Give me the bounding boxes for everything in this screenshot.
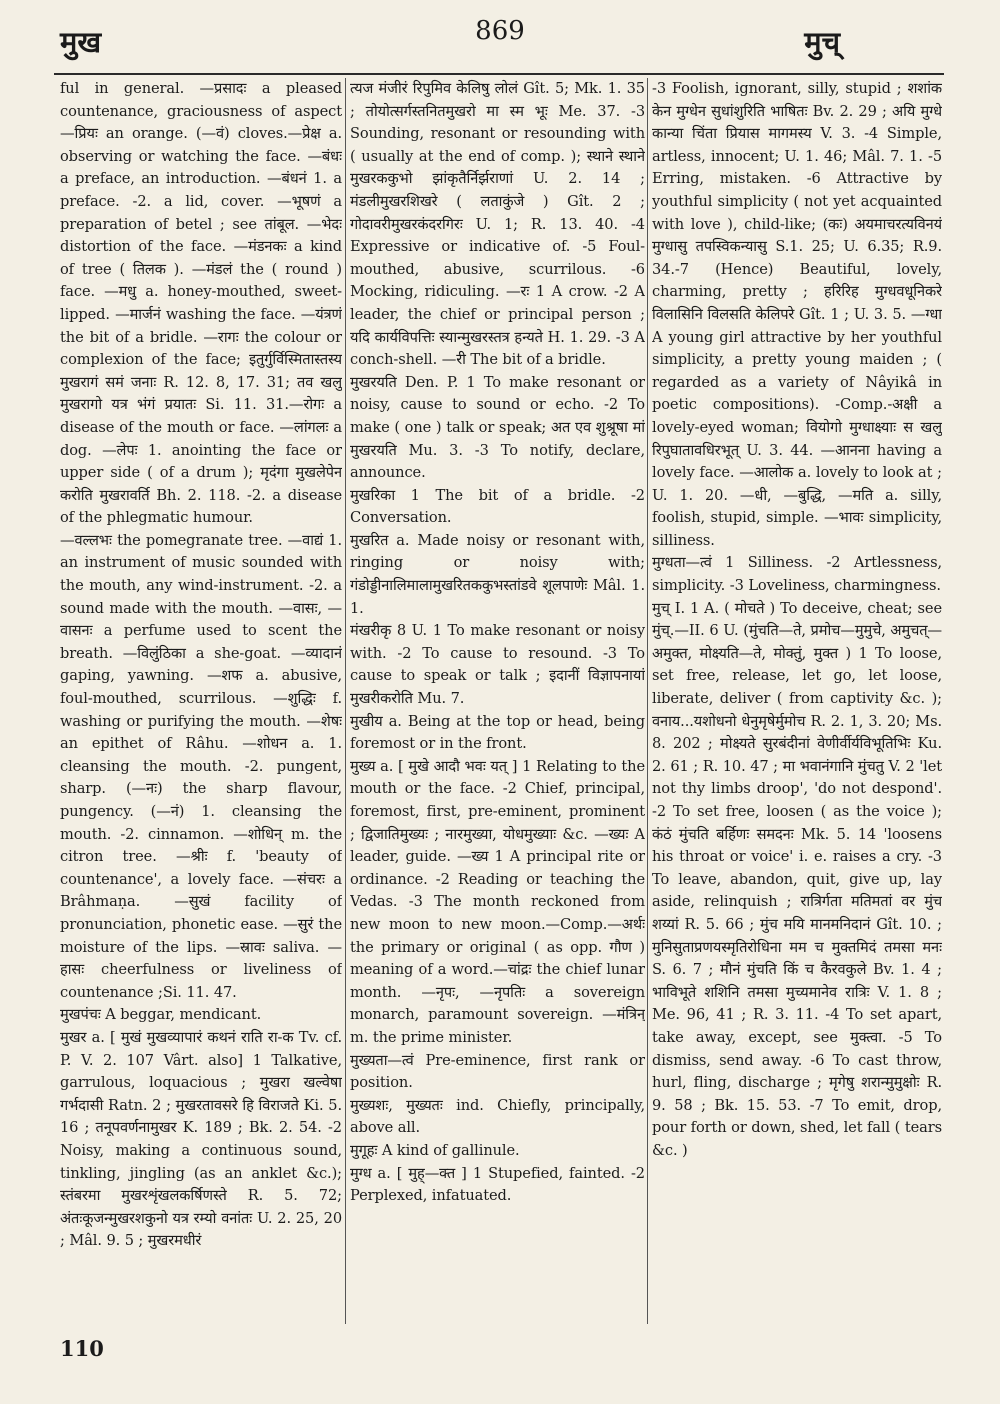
entry-text: मंखरीकृ 8 U. 1 To make resonant or noisy with. -2 To cause to resound. -3 To cause to speak or talk ; इदानीं विज्ञापनायां मुखरीकरोति Mu. 7. bbox=[350, 622, 645, 708]
entry-text: मुग्धता—त्वं 1 Silliness. -2 Artlessness, simplicity. -3 Loveliness, charmingness. bbox=[652, 554, 942, 595]
column-3 bbox=[652, 78, 942, 1329]
entry-text: मुखरित a. Made noisy or resonant with, ringing or noisy with; गंडोड्डीनालिमालामुखरितककुभस्तांडवे शूलपाणेः Mâl. 1. 1. bbox=[350, 531, 645, 617]
entry-text: -3 Foolish, ignorant, silly, stupid ; शशांक केन मुग्धेन सुधांशुरिति भाषितः Bv. 2. 29 ; अयि मुग्धे कान्या चिंता प्रियास मागमस्य V. 3. -4 Simple, artless, innocent; U. 1. 46; Mâl. 7. 1. -5 Erring, mistaken. -6 Attractive by youthful simplicity ( not yet acquainted with love ), child-like; (कः) अयमाचरत्यविनयं मुग्धासु तपस्विकन्यासु S.1. 25; U. 6.35; R.9. 34.-7 (Hence) Beautiful, lovely, charming, pretty ; हरिरिह मुग्धवधूनिकरे विलासिनि विलसति केलिपरे Gît. 1 ; U. 3. 5. —ग्धा A young girl attractive by her youthful simplicity, a pretty young maiden ; ( regarded as a variety of Nâyikâ in poetic compositions). -Comp.-अक्षी a lovely-eyed woman; वियोगो मुग्धाक्ष्याः स खलु रिपुघातावधिरभूत् U. 3. 44. —आनना having a lovely face. —आलोक a. lovely to look at ; U. 1. 20. —धी, —बुद्धि, —मति a. silly, foolish, stupid, simple. —भावः simplicity, silliness. bbox=[652, 80, 942, 549]
header-rule bbox=[54, 73, 944, 75]
entry-text: त्यज मंजीरं रिपुमिव केलिषु लोलं Gît. 5; Mk. 1. 35 ; तोयोत्सर्गस्तनितमुखरो मा स्म भूः Me. 37. -3 Sounding, resonant or resounding with ( usually at the end of comp. ); स्थाने स्थाने मुखरककुभो झांकृतैर्निर्झराणां U. 2. 14 ; मंडलीमुखरशिखरे ( लताकुंजे ) Gît. 2 ; गोदावरीमुखरकंदरगिरः U. 1; R. 13. 40. -4 Expressive or indicative of. -5 Foul-mouthed, abusive, scurrilous. -6 Mocking, ridiculing. —रः 1 A crow. -2 A leader, the chief or principal person ; यदि कार्यविपत्तिः स्यान्मुखरस्तत्र हन्यते H. 1. 29. -3 A conch-shell. —री The bit of a bridle. bbox=[350, 80, 645, 369]
entry-text: मुखरिका 1 The bit of a bridle. -2 Conversation. bbox=[350, 486, 645, 527]
entry-text: मुखपंचः A beggar, mendicant. bbox=[60, 1006, 262, 1024]
column-2 bbox=[350, 78, 645, 1329]
entry-text: मुखर a. [ मुखं मुखव्यापारं कथनं राति रा-क Tv. cf. P. V. 2. 107 Vârt. also] 1 Talkative, garrulous, loquacious ; मुखरा खल्वेषा गर्भदासी Ratn. 2 ; मुखरतावसरे हि विराजते Ki. 5. 16 ; तनूपवर्णनामुखर K. 189 ; Bk. 2. 54. -2 Noisy, making a continuous sound, tinkling, jingling (as an anklet &c.); स्तंबरमा मुखरशृंखलकर्षिणस्ते R. 5. 72; अंतःकूजन्मुखरशकुनो यत्र रम्यो वनांतः U. 2. 25, 20 ; Mâl. 9. 5 ; मुखरमधीरं bbox=[60, 1028, 342, 1250]
column-1 bbox=[60, 78, 342, 1329]
column-divider bbox=[647, 78, 648, 1324]
entry-text: मुख्यता—त्वं Pre-eminence, first rank or position. bbox=[350, 1051, 645, 1092]
entry-text: मुगूहः A kind of gallinule. bbox=[350, 1141, 520, 1159]
entry-text: मुखरयति Den. P. 1 To make resonant or noisy, cause to sound or echo. -2 To make ( one ) talk or speak; अत एव शुश्रूषा मां मुखरयति Mu. 3. -3 To notify, declare, announce. bbox=[350, 373, 645, 482]
entry-text: ful in general. —प्रसादः a pleased countenance, graciousness of aspect —प्रियः an orange. (—वं) cloves.—प्रेक्ष a. observing or watching the face. —बंधः a preface, an introduction. —बंधनं 1. a preface. -2. a lid, cover. —भूषणं a preparation of betel ; see तांबूल. —भेदः distortion of the face. —मंडनकः a kind of tree ( तिलक ). —मंडलं the ( round ) face. —मधु a. honey-mouthed, sweet-lipped. —मार्जनं washing the face. —यंत्रणं the bit of a bridle. —रागः the colour or complexion of the face; इतुर्गुर्विस्मितास्तस्य मुखरागं समं जनाः R. 12. 8, 17. 31; तव खलु मुखरागो यत्र भंगं प्रयातः Si. 11. 31.—रोगः a disease of the mouth or face. —लांगलः a dog. —लेपः 1. anointing the face or upper side ( of a drum ); मृदंगा मुखलेपेन करोति मुखरावर्ति Bh. 2. 118. -2. a disease of the phlegmatic humour. bbox=[60, 80, 342, 527]
signature-mark: 110 bbox=[60, 1336, 104, 1361]
column-divider bbox=[345, 78, 346, 1324]
entry-text: मुखीय a. Being at the top or head, being foremost or in the front. bbox=[350, 712, 645, 753]
entry-text: मुग्ध a. [ मुह्—क्त ] 1 Stupefied, fainted. -2 Perplexed, infatuated. bbox=[350, 1164, 645, 1205]
entry-text: —वल्लभः the pomegranate tree. —वाद्यं 1. an instrument of music sounded with the mouth, any wind-instrument. -2. a sound made with the mouth. —वासः, —वासनः a perfume used to scent the breath. —विलुंठिका a she-goat. —व्यादानं gaping, yawning. —शफ a. abusive, foul-mouthed, scurrilous. —शुद्धिः f. washing or purifying the mouth. —शेषः an epithet of Râhu. —शोधन a. 1. cleansing the mouth. -2. pungent, sharp. (—नः) the sharp flavour, pungency. (—नं) 1. cleansing the mouth. -2. cinnamon. —शोधिन् m. the citron tree. —श्रीः f. 'beauty of countenance', a lovely face. —संचरः a Brâhmaṇa. —सुखं facility of pronunciation, phonetic ease. —सुरं the moisture of the lips. —स्रावः saliva. —हासः cheerfulness or liveliness of countenance ;Si. 11. 47. bbox=[60, 531, 342, 1001]
entry-text: मुच् I. 1 A. ( मोचते ) To deceive, cheat; see मुंच्.—II. 6 U. (मुंचति—ते, प्रमोच—मुमुचे, अमुचत्—अमुक्त, मोक्ष्यति—ते, मोक्तुं, मुक्त ) 1 To loose, set free, release, let go, let loose, liberate, deliver ( from captivity &c. ); वनाय...यशोधनो धेनुमृषेर्मुमोच R. 2. 1, 3. 20; Ms. 8. 202 ; मोक्ष्यते सुरबंदीनां वेणीर्वीर्यविभूतिभिः Ku. 2. 61 ; R. 10. 47 ; मा भवानंगानि मुंचतु V. 2 'let not thy limbs droop', 'do not despond'. -2 To set free, loosen ( as the voice ); कंठं मुंचति बर्हिणः समदनः Mk. 5. 14 'loosens his throat or voice' i. e. raises a cry. -3 To leave, abandon, quit, give up, lay aside, relinquish ; रात्रिर्गता मतिमतां वर मुंच शय्यां R. 5. 66 ; मुंच मयि मानमनिदानं Gît. 10. ; मुनिसुताप्रणयस्मृतिरोधिना मम च मुक्तमिदं तमसा मनः S. 6. 7 ; मौनं मुंचति किं च कैरवकुले Bv. 1. 4 ; भाविभूते शशिनि तमसा मुच्यमानेव रात्रिः V. 1. 8 ; Me. 96, 41 ; R. 3. 11. -4 To set apart, take away, except, see मुक्त्वा. -5 To dismiss, send away. -6 To cast throw, hurl, fling, discharge ; मृगेषु शरान्मुमुक्षोः R. 9. 58 ; Bk. 15. 53. -7 To emit, drop, pour forth or down, shed, let fall ( tears &c. ) bbox=[652, 599, 942, 1159]
entry-text: मुख्य a. [ मुखे आदौ भवः यत् ] 1 Relating to the mouth or the face. -2 Chief, principal, foremost, first, pre-eminent, prominent ; द्विजातिमुख्यः ; नारमुख्या, योधमुख्याः &c. —ख्यः A leader, guide. —ख्य 1 A principal rite or ordinance. -2 Reading or teaching the Vedas. -3 The month reckoned from new moon to new moon.—Comp.—अर्थः the primary or original ( as opp. गौण ) meaning of a word.—चांद्रः the chief lunar month. —नृपः, —नृपतिः a sovereign monarch, paramount sovereign. —मंत्रिन् m. the prime minister. bbox=[350, 757, 645, 1046]
page-number: 869 bbox=[475, 16, 525, 46]
header-right-word: मुच् bbox=[804, 25, 840, 59]
header-left-word: मुख bbox=[60, 25, 102, 59]
entry-text: मुख्यशः, मुख्यतः ind. Chiefly, principally, above all. bbox=[350, 1096, 645, 1137]
